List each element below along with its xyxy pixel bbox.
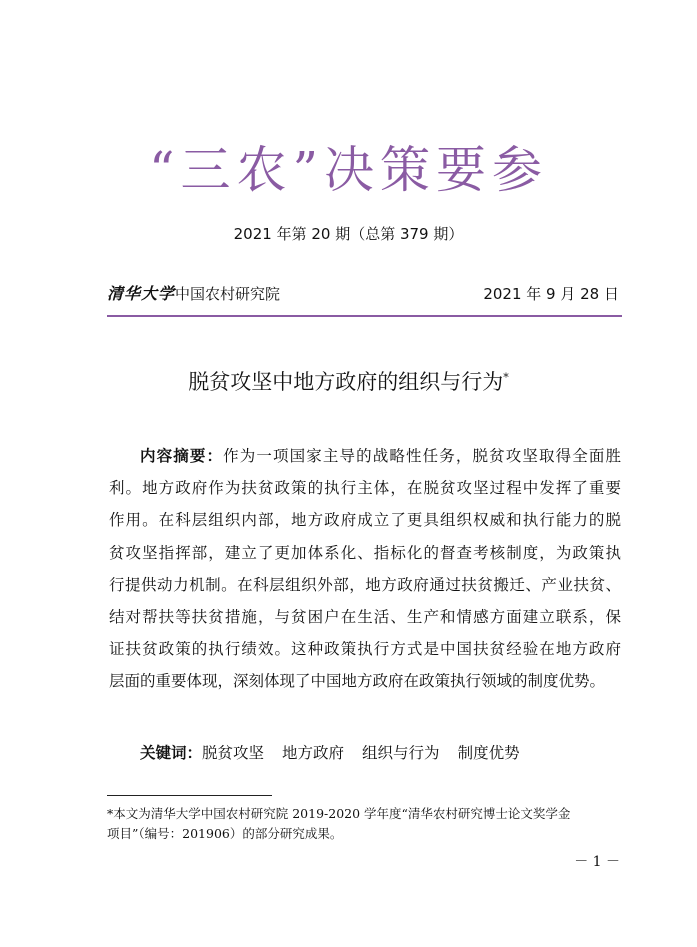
keywords-label: 关键词： [140,744,203,762]
page-number: － 1 － [574,854,620,870]
article-title [0,367,697,397]
institute-name: 中国农村研究院 [175,285,281,303]
keyword: 制度优势 [457,744,520,762]
abstract-line: 利。地方政府作为扶贫政策的执行主体，在脱贫攻坚过程中发挥了重要 [109,479,621,498]
abstract [109,440,621,698]
footnote-line: 项目”（编号：201906）的部分研究成果。 [107,826,343,841]
abstract-label: 内容摘要： [140,447,224,465]
keyword: 地方政府 [282,744,345,762]
footnote-marker: * [503,371,509,384]
university-logo: 清华大学 [107,284,176,303]
header-row [107,283,619,307]
abstract-line: 层面的重要体现，深刻体现了中国地方政府在政策执行领域的制度优势。 [109,672,606,691]
keyword: 组织与行为 [362,744,440,762]
abstract-line: 证扶贫政策的执行绩效。这种政策执行方式是中国扶贫经验在地方政府 [109,640,621,659]
publication-masthead: “三农”决策要参 [148,141,549,199]
abstract-line: 结对帮扶等扶贫措施，与贫困户在生活、生产和情感方面建立联系，保 [109,607,621,626]
abstract-text: 作为一项国家主导的战略性任务，脱贫攻坚取得全面胜 [223,447,621,465]
abstract-line [109,440,621,472]
footnote [107,804,622,844]
footnote-line: *本文为清华大学中国农村研究院 2019-2020 学年度“清华农村研究博士论文奖学金 [107,806,571,821]
issue-number: 2021 年第 20 期（总第 379 期） [233,225,464,243]
abstract-line: 贫攻坚指挥部，建立了更加体系化、指标化的督查考核制度，为政策执 [109,543,621,562]
keywords [140,742,538,764]
keyword: 脱贫攻坚 [202,744,265,762]
abstract-line: 行提供动力机制。在科层组织外部，地方政府通过扶贫搬迁、产业扶贫、 [109,575,621,594]
abstract-line: 作用。在科层组织内部，地方政府成立了更具组织权威和执行能力的脱 [109,511,621,530]
header-divider [107,315,622,317]
article-title-text: 脱贫攻坚中地方政府的组织与行为 [188,370,504,394]
footnote-divider [107,795,272,796]
publication-date: 2021 年 9 月 28 日 [483,285,619,303]
